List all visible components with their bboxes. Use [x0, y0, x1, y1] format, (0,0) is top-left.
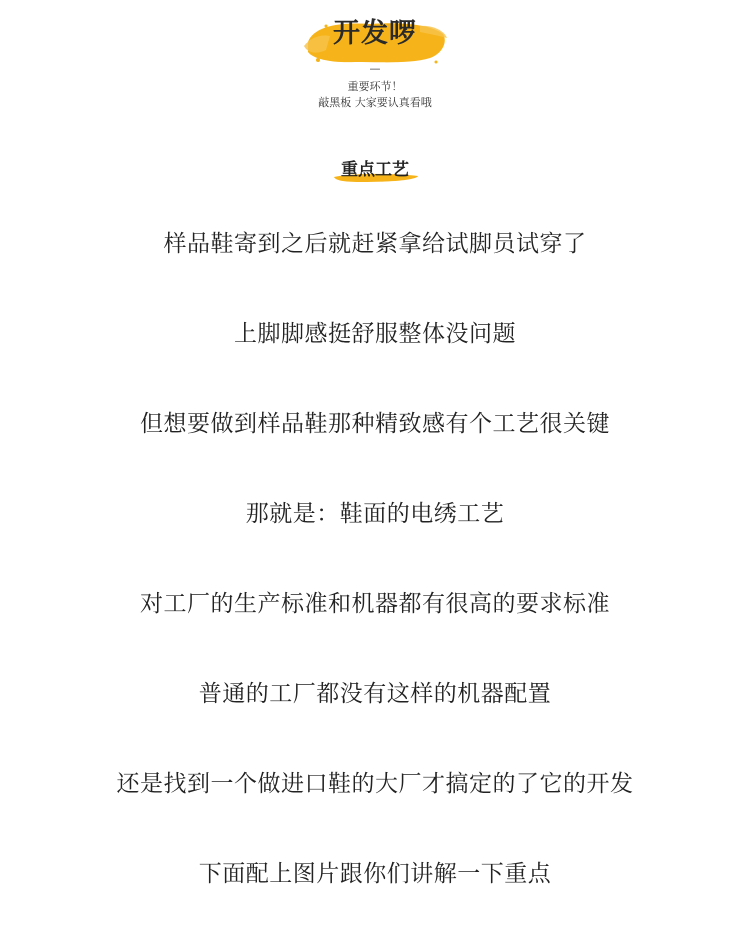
text-line-5: 对工厂的生产标准和机器都有很高的要求标准 [140, 591, 610, 617]
text-line-6: 普通的工厂都没有这样的机器配置 [198, 681, 552, 707]
header [0, 0, 750, 120]
text-line-4: 那就是：鞋面的电绣工艺 [245, 501, 505, 527]
text-line-7: 还是找到一个做进口鞋的大厂才搞定的了它的开发 [116, 771, 634, 797]
subtitle-line-2: 敲黑板 大家要认真看哦 [318, 96, 432, 109]
subtitle-line-1: 重要环节！ [347, 80, 403, 93]
text-line-8: 下面配上图片跟你们讲解一下重点 [198, 861, 552, 887]
section-title: 重点工艺 [341, 160, 409, 180]
page-title: 开发啰 [333, 18, 417, 49]
text-line-1: 样品鞋寄到之后就赶紧拿给试脚员试穿了 [163, 231, 587, 257]
text-line-2: 上脚脚感挺舒服整体没问题 [234, 321, 516, 347]
divider-dash: — [369, 62, 381, 75]
text-line-3: 但想要做到样品鞋那种精致感有个工艺很关键 [140, 411, 610, 437]
